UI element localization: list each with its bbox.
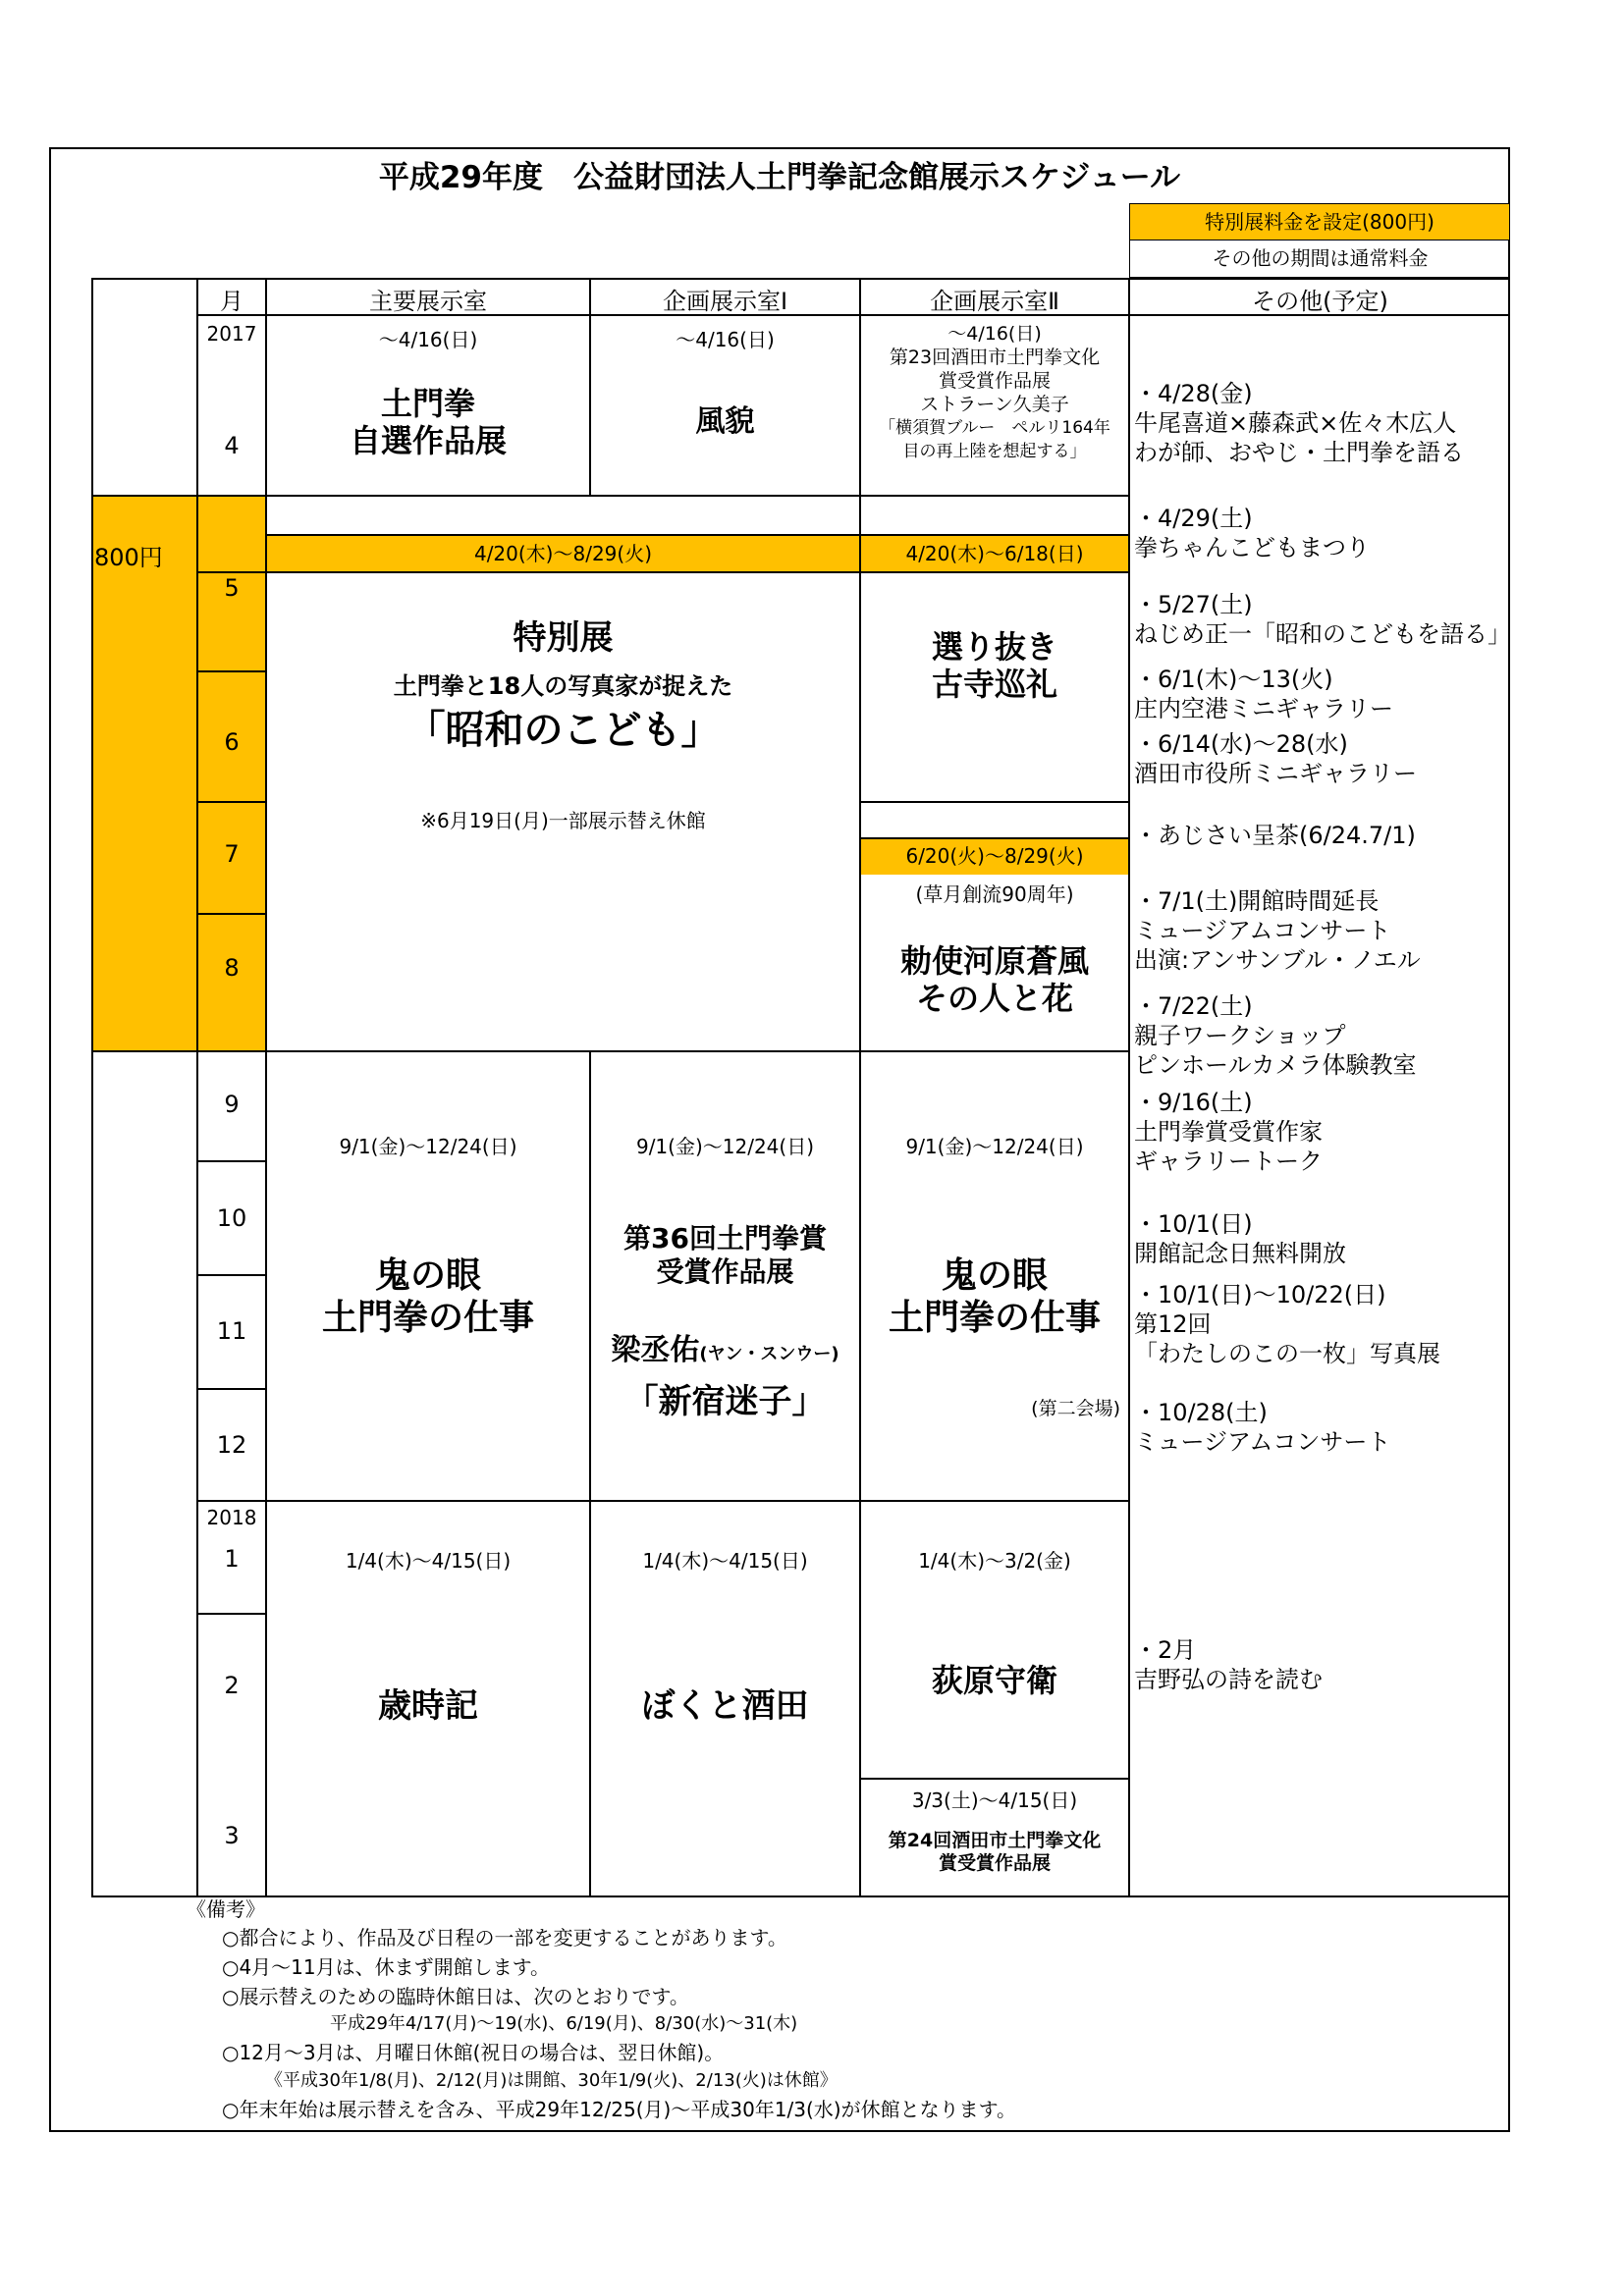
special-fee-legend: 特別展料金を設定(800円) [1129, 203, 1510, 240]
apr-room2-line1: 第23回酒田市土門拳文化 [889, 347, 1101, 368]
normal-fee-legend: その他の期間は通常料金 [1129, 240, 1510, 278]
oni-room2-title: 鬼の眼 土門拳の仕事 [888, 1255, 1101, 1339]
month-6: 6 [224, 728, 240, 756]
ogiwara-title: 荻原守衛 [931, 1662, 1057, 1699]
teshigahara-sub: (草月創流90周年) [915, 882, 1074, 906]
note-4-detail: 《平成30年1/8(月)、2/12(月)は開館、30年1/9(火)、2/13(火)は休館》 [265, 2070, 838, 2091]
erinuki-date: 4/20(木)～6/18(日) [860, 535, 1129, 572]
apr-room2-date: ～4/16(日) [947, 323, 1042, 345]
month-9: 9 [224, 1091, 240, 1118]
oni-main-date: 9/1(金)～12/24(日) [339, 1135, 517, 1158]
apr-room2-line4: 「横須賀ブルー ペルリ164年 [879, 418, 1110, 438]
award24-date: 3/3(土)～4/15(日) [911, 1789, 1078, 1812]
year-2018: 2018 [206, 1506, 257, 1529]
award36-name-line [591, 1333, 859, 1368]
event-0722: ・7/22(土) 親子ワークショップ ピンホールカメラ体験教室 [1134, 992, 1417, 1079]
event-0527: ・5/27(土) ねじめ正一「昭和のこどもを語る」 [1134, 591, 1511, 648]
bokuto-title: ぼくと酒田 [641, 1686, 809, 1726]
special-fee-band [92, 496, 197, 1052]
oni-main-title: 鬼の眼 土門拳の仕事 [321, 1255, 534, 1339]
event-1001-1022: ・10/1(日)～10/22(日) 第12回 「わたしのこの一枚」写真展 [1134, 1281, 1440, 1367]
ogiwara-date: 1/4(木)～3/2(金) [918, 1549, 1071, 1573]
saijiki-date: 1/4(木)～4/15(日) [345, 1549, 512, 1573]
apr-room2-line3: ストラーン久美子 [920, 394, 1069, 415]
oni-room2-note: (第二会場) [1031, 1398, 1120, 1419]
award36-reading: (ヤン・スンウー) [699, 1344, 839, 1364]
header-room2: 企画展示室Ⅱ [930, 288, 1059, 315]
event-ajisai: ・あじさい呈茶(6/24.7/1) [1134, 822, 1416, 849]
header-main-room: 主要展示室 [369, 288, 487, 315]
month-10: 10 [216, 1204, 247, 1232]
apr-room2-line2: 賞受賞作品展 [938, 370, 1051, 392]
header-room1: 企画展示室Ⅰ [662, 288, 788, 315]
fee-band-label: 800円 [94, 544, 163, 571]
month-3: 3 [224, 1822, 240, 1849]
month-12: 12 [216, 1431, 247, 1459]
notes-heading: 《備考》 [187, 1897, 265, 1921]
year-2017: 2017 [206, 322, 257, 346]
event-0614: ・6/14(水)～28(水) 酒田市役所ミニギャラリー [1134, 730, 1417, 787]
event-feb: ・2月 吉野弘の詩を読む [1134, 1636, 1323, 1693]
saijiki-title: 歳時記 [378, 1686, 478, 1726]
note-4: ○12月～3月は、月曜日休館(祝日の場合は、翌日休館)。 [222, 2041, 725, 2064]
teshigahara-date: 6/20(火)～8/29(火) [860, 837, 1129, 875]
month-1: 1 [224, 1545, 240, 1573]
event-0428: ・4/28(金) 牛尾喜道×藤森武×佐々木広人 わが師、おやじ・土門拳を語る [1134, 380, 1464, 466]
event-1001: ・10/1(日) 開館記念日無料開放 [1134, 1210, 1346, 1267]
special-title: 特別展 [513, 618, 614, 658]
oni-room2-date: 9/1(金)～12/24(日) [905, 1135, 1084, 1158]
apr-main-title: 土門拳 自選作品展 [349, 385, 507, 460]
event-1028: ・10/28(土) ミュージアムコンサート [1134, 1399, 1391, 1456]
award36-name: 梁丞佑 [611, 1333, 700, 1367]
award36-title: 第36回土門拳賞 受賞作品展 [623, 1222, 827, 1288]
month-8: 8 [224, 954, 240, 982]
header-month: 月 [220, 288, 244, 315]
apr-room1-date: ～4/16(日) [676, 328, 775, 351]
apr-main-date: ～4/16(日) [378, 328, 478, 351]
page-title: 平成29年度 公益財団法人土門拳記念館展示スケジュール [378, 160, 1181, 195]
teshigahara-title: 勅使河原蒼風 その人と花 [899, 942, 1089, 1018]
month-4: 4 [224, 432, 240, 459]
bokuto-date: 1/4(木)～4/15(日) [642, 1549, 808, 1573]
event-0601: ・6/1(木)～13(火) 庄内空港ミニギャラリー [1134, 666, 1393, 722]
erinuki-title: 選り抜き 古寺巡礼 [931, 628, 1057, 704]
note-5: ○年末年始は展示替えを含み、平成29年12/25(月)～平成30年1/3(水)が休館となります。 [222, 2098, 1016, 2121]
apr-room2-line5: 目の再上陸を想起する」 [902, 442, 1087, 461]
award24-title: 第24回酒田市土門拳文化 賞受賞作品展 [888, 1830, 1102, 1874]
month-11: 11 [216, 1317, 247, 1345]
event-0701: ・7/1(土)開館時間延長 ミュージアムコンサート 出演:アンサンブル・ノエル [1134, 887, 1421, 974]
month-2: 2 [224, 1672, 240, 1699]
month-7: 7 [224, 840, 240, 868]
note-3: ○展示替えのための臨時休館日は、次のとおりです。 [222, 1985, 689, 2008]
note-3-detail: 平成29年4/17(月)～19(水)、6/19(月)、8/30(水)～31(木) [330, 2013, 798, 2034]
note-2: ○4月～11月は、休まず開館します。 [222, 1955, 551, 1979]
award36-date: 9/1(金)～12/24(日) [635, 1135, 815, 1158]
apr-room1-title: 風貌 [695, 404, 755, 439]
special-subtitle: 土門拳と18人の写真家が捉えた [393, 672, 733, 700]
header-other: その他(予定) [1252, 288, 1388, 315]
special-note: ※6月19日(月)一部展示替え休館 [420, 809, 706, 832]
special-exhibit-date: 4/20(木)～8/29(火) [266, 535, 860, 572]
note-1: ○都合により、作品及び日程の一部を変更することがあります。 [222, 1926, 787, 1949]
event-0916: ・9/16(土) 土門拳賞受賞作家 ギャラリートーク [1134, 1089, 1323, 1175]
apr-room2-block [861, 322, 1128, 463]
award36-work: 「新宿迷子」 [624, 1382, 826, 1421]
month-5: 5 [224, 574, 240, 602]
special-main-title: 「昭和のこども」 [406, 708, 721, 753]
event-0429: ・4/29(土) 拳ちゃんこどもまつり [1134, 505, 1370, 561]
